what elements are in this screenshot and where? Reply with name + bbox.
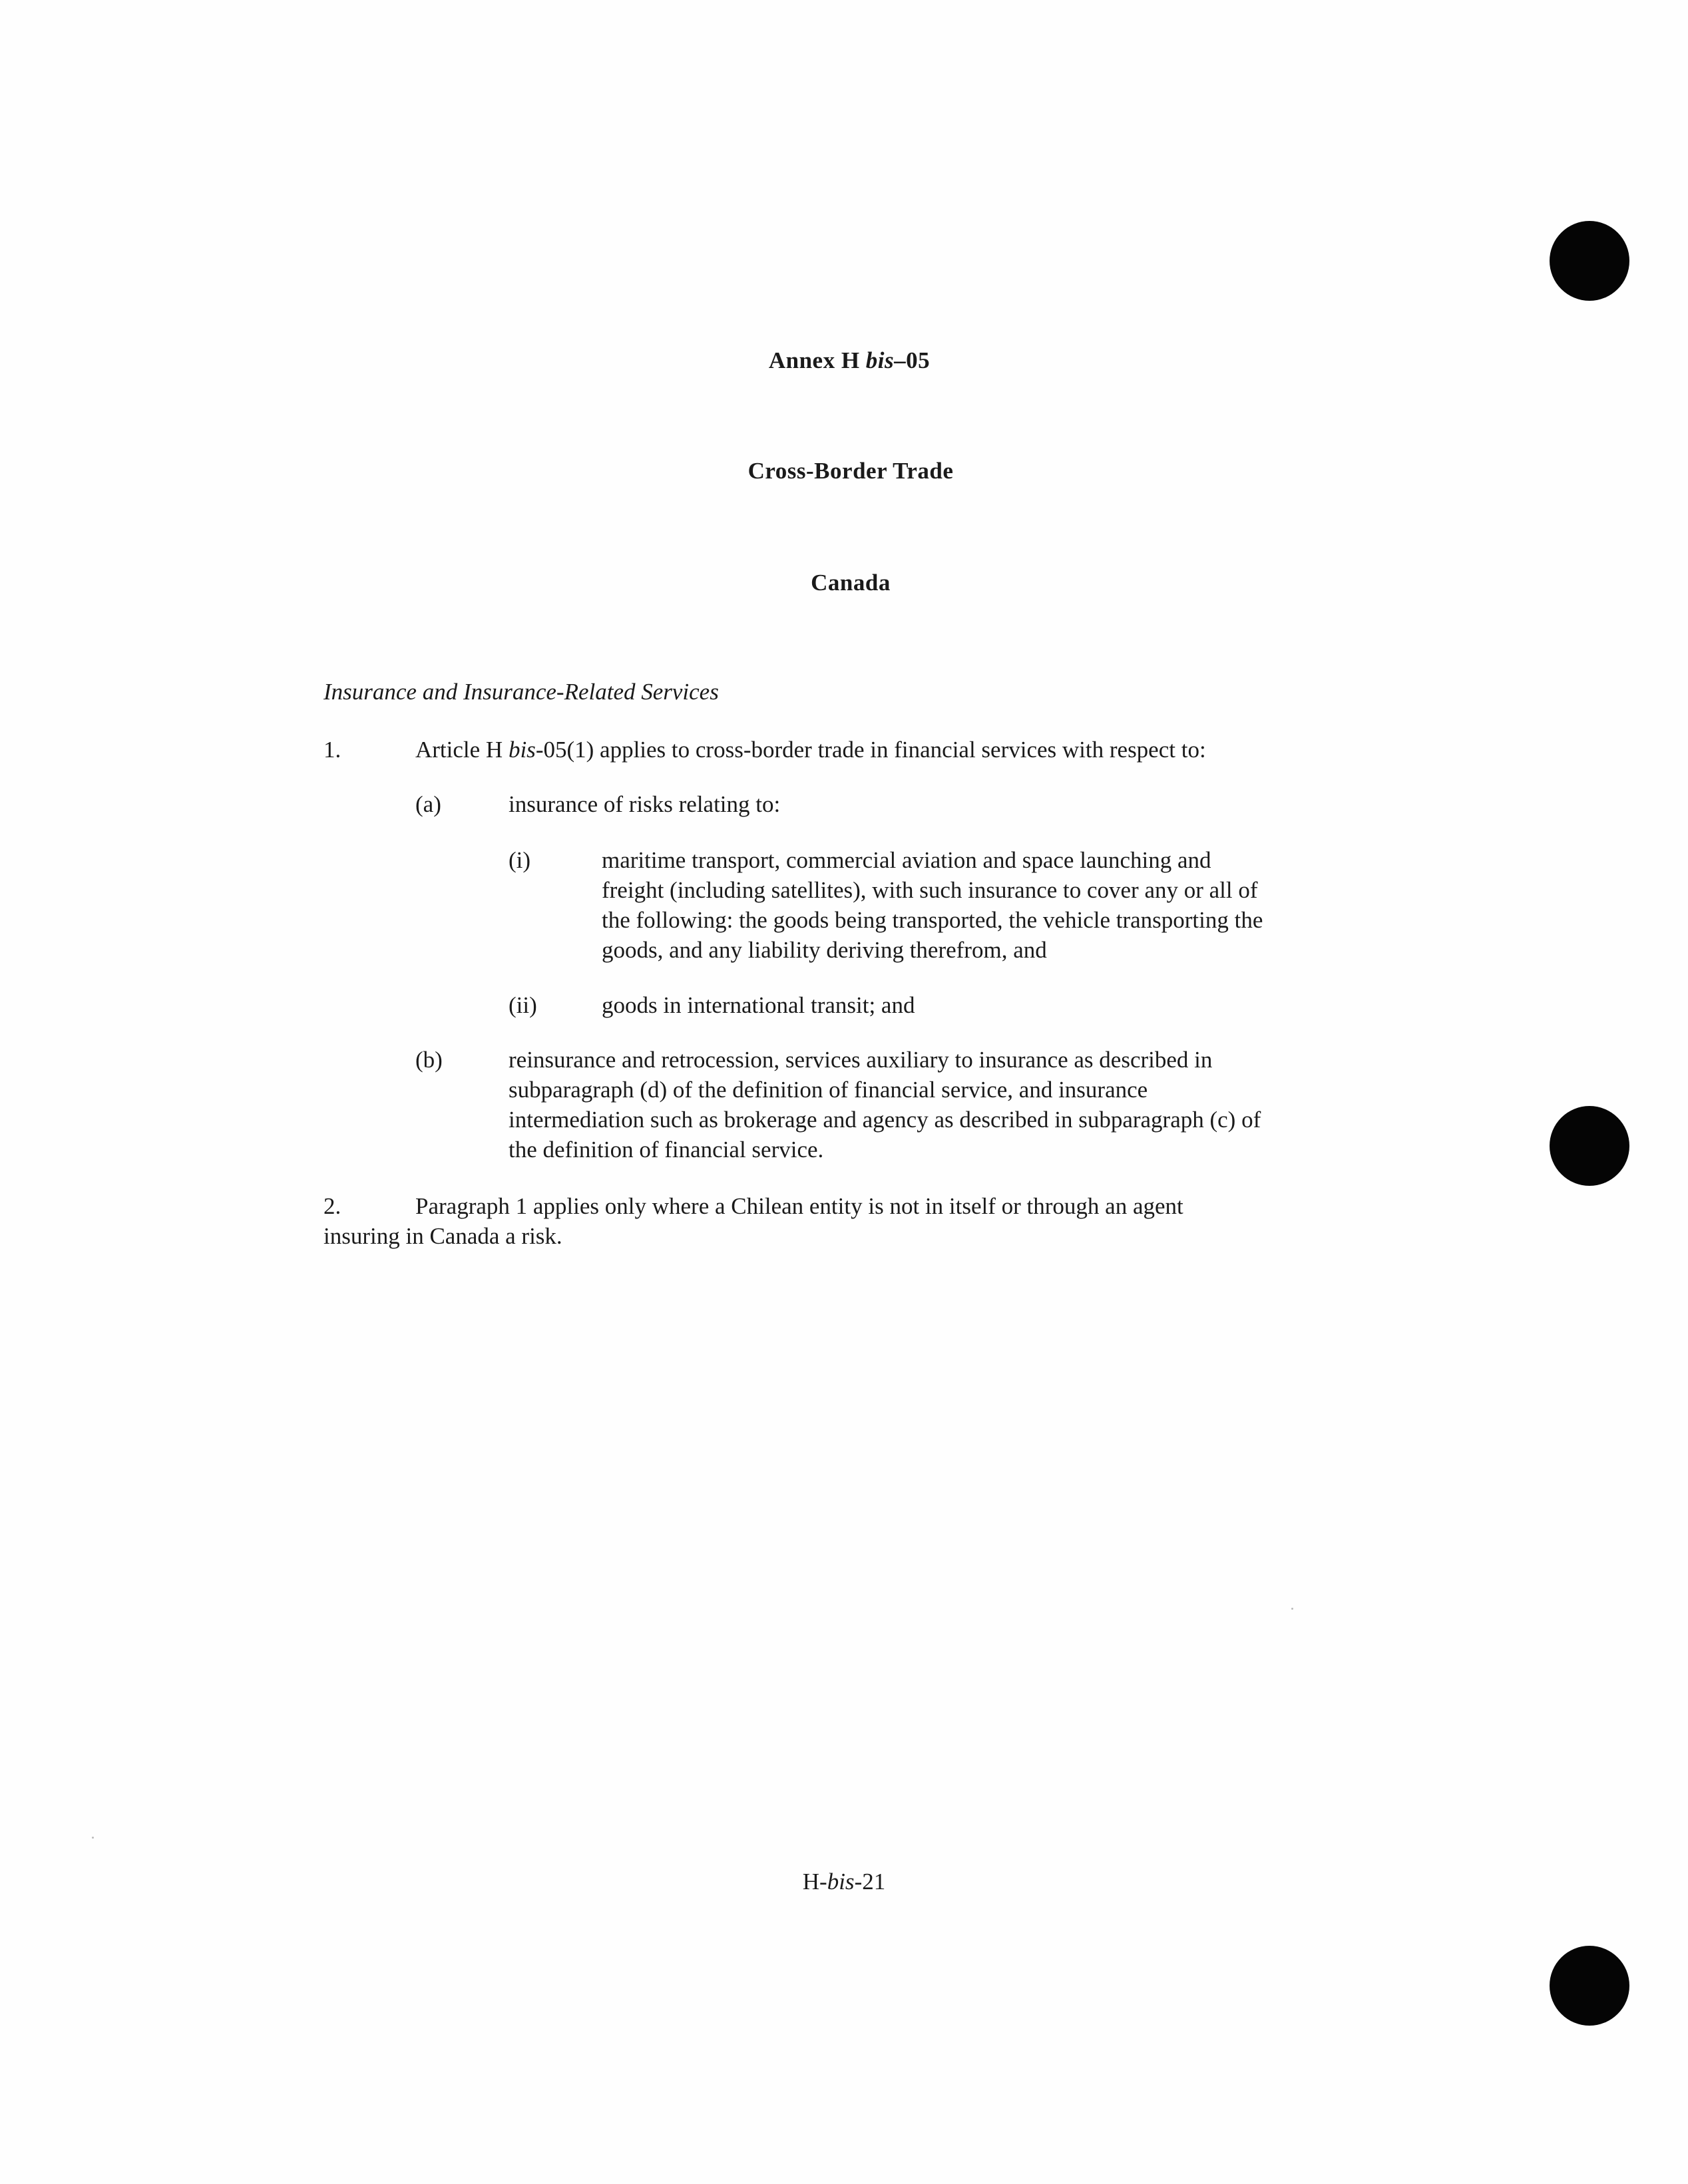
section-title: Insurance and Insurance-Related Services: [323, 679, 719, 705]
item-b-line: reinsurance and retrocession, services auxiliary to insurance as described in: [509, 1047, 1213, 1073]
scan-speck: [92, 1837, 94, 1839]
page-number: H-bis-21: [802, 1869, 886, 1895]
item-a-marker: (a): [415, 791, 441, 817]
sub-ii-text: goods in international transit; and: [602, 992, 915, 1018]
sub-ii-marker: (ii): [509, 992, 537, 1018]
item-b-line: intermediation such as brokerage and agency as described in subparagraph (c) of: [509, 1107, 1261, 1133]
country-heading: Canada: [811, 570, 891, 596]
sub-i-marker: (i): [509, 847, 531, 873]
punch-hole-top: [1550, 221, 1629, 301]
item-b-line: the definition of financial service.: [509, 1137, 824, 1163]
trade-heading: Cross-Border Trade: [747, 458, 954, 484]
para2-line: Paragraph 1 applies only where a Chilean entity is not in itself or through an agent: [415, 1193, 1183, 1219]
item-b-marker: (b): [415, 1047, 443, 1073]
item-b-text: [509, 1045, 1261, 1165]
punch-hole-middle: [1550, 1106, 1629, 1186]
item-b-line: subparagraph (d) of the definition of financial service, and insurance: [509, 1077, 1148, 1103]
scan-speck: [1291, 1608, 1293, 1610]
sub-i-line: maritime transport, commercial aviation and space launching and: [602, 847, 1211, 873]
sub-i-line: goods, and any liability deriving therefrom, and: [602, 937, 1047, 963]
para2-line: insuring in Canada a risk.: [323, 1223, 562, 1249]
para2-number: 2.: [323, 1193, 341, 1219]
sub-i-line: freight (including satellites), with such insurance to cover any or all of: [602, 877, 1258, 903]
para1-text: Article H bis-05(1) applies to cross-border trade in financial services with respect to:: [415, 737, 1206, 763]
item-a-text: insurance of risks relating to:: [509, 791, 781, 817]
sub-i-text: [602, 845, 1263, 965]
punch-hole-bottom: [1550, 1946, 1629, 2026]
annex-heading: Annex H bis–05: [768, 347, 931, 373]
sub-i-line: the following: the goods being transported, the vehicle transporting the: [602, 907, 1263, 933]
para1-number: 1.: [323, 737, 341, 763]
